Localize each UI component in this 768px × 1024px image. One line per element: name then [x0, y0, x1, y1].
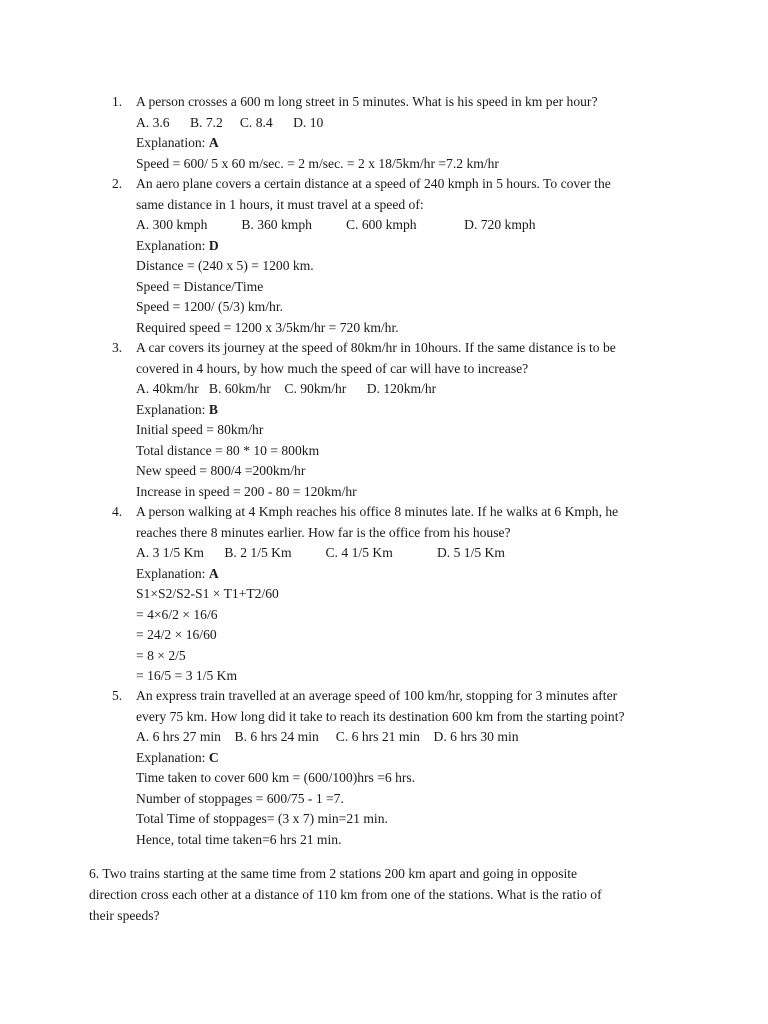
- explanation-step: Distance = (240 x 5) = 1200 km.: [136, 258, 314, 273]
- explanation-step: Number of stoppages = 600/75 - 1 =7.: [136, 790, 344, 806]
- explanation-heading: [136, 236, 676, 257]
- explanation-heading: [136, 400, 676, 421]
- question-number: 3.: [112, 340, 123, 355]
- explanation-step: Required speed = 1200 x 3/5km/hr = 720 km/hr.: [136, 319, 399, 335]
- question-number: 5.: [112, 688, 123, 703]
- explanation-step: = 8 × 2/5: [136, 647, 186, 663]
- question-6: [89, 863, 679, 926]
- question-text: An express train travelled at an average speed of 100 km/hr, stopping for 3 minutes after: [136, 688, 618, 703]
- explanation-step: = 4×6/2 × 16/6: [136, 606, 218, 622]
- explanation-label: Explanation:: [136, 237, 206, 253]
- question-text: 6. Two trains starting at the same time from 2 stations 200 km apart and going in opposite: [89, 866, 578, 881]
- explanation-label: Explanation:: [136, 135, 206, 150]
- answer-options: A. 3.6 B. 7.2 C. 8.4 D. 10: [136, 114, 324, 130]
- question-text: A person crosses a 600 m long street in 5 minutes. What is his speed in km per hour?: [136, 94, 598, 109]
- question-text: every 75 km. How long did it take to reach its destination 600 km from the starting point?: [136, 708, 625, 724]
- answer-options: A. 3 1/5 Km B. 2 1/5 Km C. 4 1/5 Km D. 5 1/5 Km: [136, 545, 505, 560]
- explanation-heading: [136, 133, 676, 154]
- explanation-step: Initial speed = 80km/hr: [136, 422, 264, 437]
- correct-answer: C: [208, 749, 219, 765]
- question-text: A car covers its journey at the speed of 80km/hr in 10hours. If the same distance is to be: [136, 340, 616, 355]
- question-text: An aero plane covers a certain distance at a speed of 240 kmph in 5 hours. To cover the: [136, 176, 611, 191]
- explanation-step: Total Time of stoppages= (3 x 7) min=21 min.: [136, 811, 388, 826]
- correct-answer: D: [208, 237, 219, 253]
- question-text: direction cross each other at a distance of 110 km from one of the stations. What is the ratio of: [89, 887, 602, 902]
- correct-answer: B: [208, 401, 218, 417]
- question-text: their speeds?: [89, 908, 160, 923]
- question-text: A person walking at 4 Kmph reaches his office 8 minutes late. If he walks at 6 Kmph, he: [136, 504, 619, 519]
- question-text: reaches there 8 minutes earlier. How far is the office from his house?: [136, 524, 511, 540]
- explanation-step: = 16/5 = 3 1/5 Km: [136, 668, 238, 683]
- question-text: same distance in 1 hours, it must travel at a speed of:: [136, 196, 424, 212]
- answer-options: A. 6 hrs 27 min B. 6 hrs 24 min C. 6 hrs 21 min D. 6 hrs 30 min: [136, 729, 519, 744]
- explanation-label: Explanation:: [136, 565, 206, 581]
- explanation-step: Total distance = 80 * 10 = 800km: [136, 442, 320, 458]
- explanation-step: New speed = 800/4 =200km/hr: [136, 463, 306, 478]
- answer-options: A. 40km/hr B. 60km/hr C. 90km/hr D. 120km/hr: [136, 381, 437, 396]
- question-number: 4.: [112, 504, 123, 519]
- explanation-step: Speed = 1200/ (5/3) km/hr.: [136, 299, 283, 314]
- explanation-step: Hence, total time taken=6 hrs 21 min.: [136, 831, 342, 847]
- explanation-step: Speed = 600/ 5 x 60 m/sec. = 2 m/sec. = 2 x 18/5km/hr =7.2 km/hr: [136, 155, 499, 171]
- explanation-heading: [136, 564, 676, 585]
- question-text: covered in 4 hours, by how much the speed of car will have to increase?: [136, 360, 529, 376]
- explanation-step: Time taken to cover 600 km = (600/100)hrs =6 hrs.: [136, 770, 416, 785]
- explanation-label: Explanation:: [136, 749, 206, 765]
- explanation-step: Speed = Distance/Time: [136, 278, 264, 294]
- explanation-step: = 24/2 × 16/60: [136, 627, 217, 642]
- question-number: 2.: [112, 176, 123, 191]
- correct-answer: A: [208, 565, 219, 581]
- explanation-heading: [136, 748, 676, 769]
- question-number: 1.: [112, 94, 123, 109]
- explanation-step: Increase in speed = 200 - 80 = 120km/hr: [136, 483, 357, 499]
- explanation-label: Explanation:: [136, 401, 206, 417]
- answer-options: A. 300 kmph B. 360 kmph C. 600 kmph D. 720 kmph: [136, 217, 536, 232]
- correct-answer: A: [208, 135, 219, 150]
- explanation-step: S1×S2/S2-S1 × T1+T2/60: [136, 586, 279, 601]
